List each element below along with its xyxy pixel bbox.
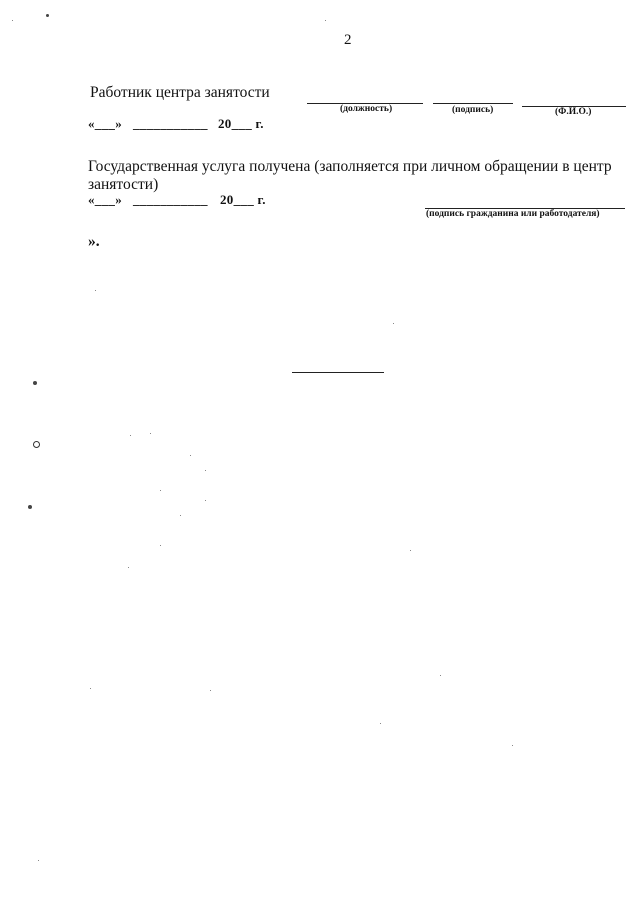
- scan-dot: [440, 675, 441, 676]
- employee-date-year: 20___ г.: [218, 116, 264, 131]
- scan-dot: [205, 500, 206, 501]
- caption-signature: (подпись): [452, 105, 494, 115]
- scan-dot: [38, 860, 39, 861]
- employee-date-day: «___»: [88, 116, 122, 131]
- caption-position: (должность): [340, 104, 393, 114]
- separator-line: [292, 372, 384, 373]
- scan-dot: [95, 290, 96, 291]
- employee-label: Работник центра занятости: [90, 84, 270, 101]
- caption-name: (Ф.И.О.): [555, 107, 592, 117]
- scan-dot: [393, 323, 394, 324]
- scan-dot: [160, 545, 161, 546]
- scan-dot: [128, 567, 129, 568]
- scan-dot: [12, 20, 13, 21]
- scan-dot: [180, 515, 181, 516]
- scan-dot: [130, 435, 131, 436]
- scan-dot: [210, 690, 211, 691]
- page-number: 2: [344, 32, 352, 48]
- scan-dot: [380, 723, 381, 724]
- scan-dot: [160, 490, 161, 491]
- scan-dot: [150, 433, 151, 434]
- scan-dot: [325, 20, 326, 21]
- scan-speck: [33, 381, 37, 385]
- scan-dot: [190, 455, 191, 456]
- employee-date-month: ___________: [133, 116, 208, 131]
- scan-speck: [33, 441, 40, 448]
- scan-dot: [512, 745, 513, 746]
- scan-speck: [28, 505, 32, 509]
- service-date-day: «___»: [88, 192, 122, 207]
- scan-speck: [46, 14, 49, 17]
- scan-dot: [410, 550, 411, 551]
- service-received-text: Государственная услуга получена (заполняется при личном обращении в центр занятости): [88, 158, 612, 193]
- service-date-month: ___________: [133, 192, 208, 207]
- caption-citizen-signature: (подпись гражданина или работодателя): [426, 209, 600, 219]
- service-date-year: 20___ г.: [220, 192, 266, 207]
- closing-quote: ».: [88, 233, 100, 250]
- scan-dot: [205, 470, 206, 471]
- signature-line: [433, 103, 513, 104]
- scan-dot: [90, 688, 91, 689]
